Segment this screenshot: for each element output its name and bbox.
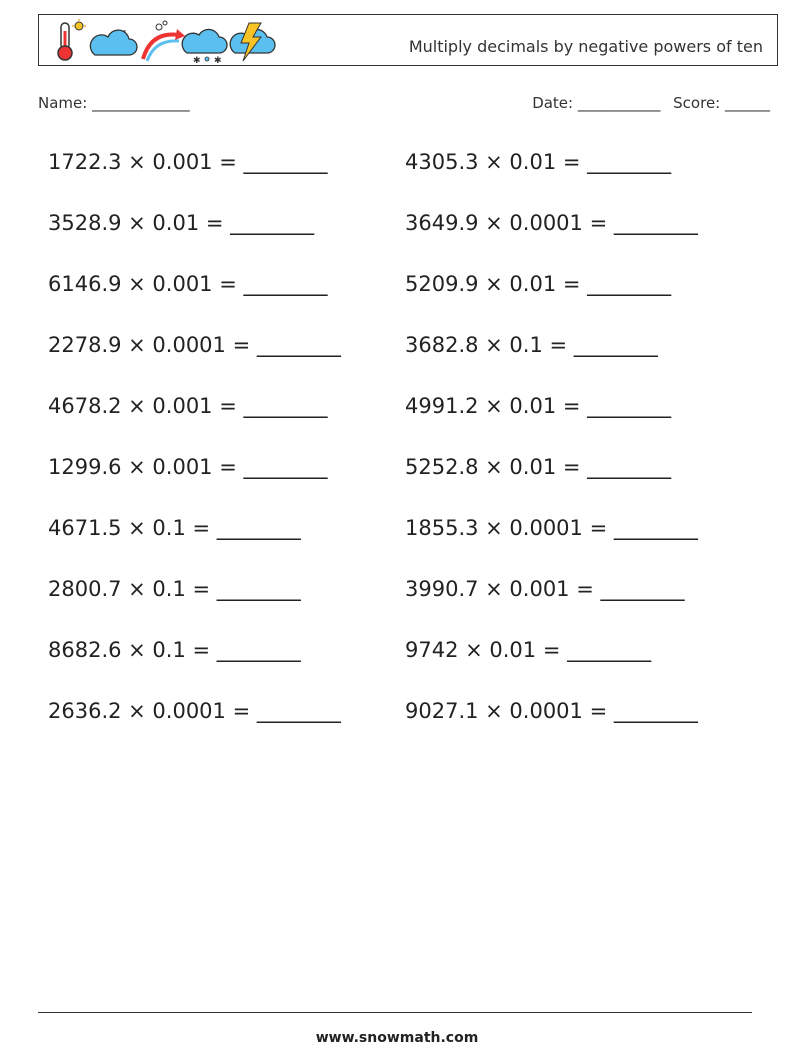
problem-18: 9742 × 0.01 = ________ <box>405 638 652 662</box>
problem-4: 3649.9 × 0.0001 = ________ <box>405 211 698 235</box>
problem-15: 2800.7 × 0.1 = ________ <box>48 577 301 601</box>
problem-14: 1855.3 × 0.0001 = ________ <box>405 516 698 540</box>
problem-9: 4678.2 × 0.001 = ________ <box>48 394 328 418</box>
problem-1: 1722.3 × 0.001 = ________ <box>48 150 328 174</box>
problem-20: 9027.1 × 0.0001 = ________ <box>405 699 698 723</box>
problem-2: 4305.3 × 0.01 = ________ <box>405 150 672 174</box>
problem-7: 2278.9 × 0.0001 = ________ <box>48 333 341 357</box>
thunder-cloud-icon <box>230 23 275 61</box>
wind-icon <box>143 21 185 61</box>
worksheet-header <box>38 14 778 66</box>
problem-13: 4671.5 × 0.1 = ________ <box>48 516 301 540</box>
worksheet-title: Multiply decimals by negative powers of ten <box>408 37 763 56</box>
problem-19: 2636.2 × 0.0001 = ________ <box>48 699 341 723</box>
snow-cloud-icon <box>182 29 227 63</box>
problem-11: 1299.6 × 0.001 = ________ <box>48 455 328 479</box>
svg-text:✱: ✱ <box>193 56 201 63</box>
date-field: Date: ___________ <box>532 94 661 112</box>
svg-text:✱: ✱ <box>214 56 222 63</box>
date-score-fields <box>532 94 770 112</box>
cloud-moon-icon <box>90 30 137 55</box>
footer-url: www.snowmath.com <box>315 1030 479 1046</box>
name-field: Name: _____________ <box>38 94 190 112</box>
problem-16: 3990.7 × 0.001 = ________ <box>405 577 685 601</box>
problem-10: 4991.2 × 0.01 = ________ <box>405 394 672 418</box>
thermometer-sun-icon <box>58 19 86 60</box>
problem-17: 8682.6 × 0.1 = ________ <box>48 638 301 662</box>
problem-5: 6146.9 × 0.001 = ________ <box>48 272 328 296</box>
problem-3: 3528.9 × 0.01 = ________ <box>48 211 315 235</box>
weather-icons <box>47 19 277 63</box>
problem-12: 5252.8 × 0.01 = ________ <box>405 455 672 479</box>
problem-8: 3682.8 × 0.1 = ________ <box>405 333 658 357</box>
score-field: Score: ______ <box>673 94 770 112</box>
footer-divider <box>38 1012 752 1013</box>
problem-6: 5209.9 × 0.01 = ________ <box>405 272 672 296</box>
